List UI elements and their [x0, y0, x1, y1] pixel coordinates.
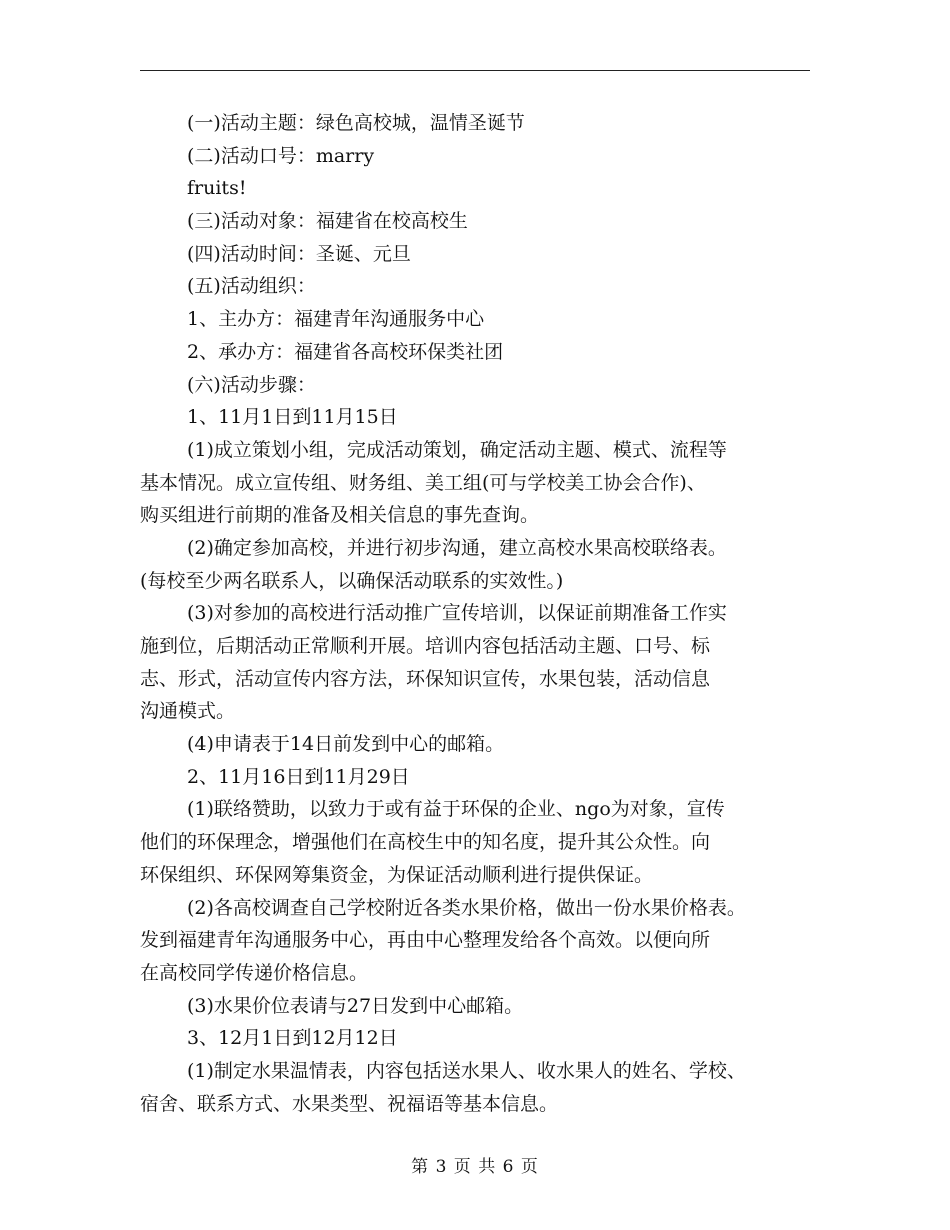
- text-line: 他们的环保理念，增强他们在高校生中的知名度，提升其公众性。向: [140, 831, 711, 854]
- header-rule: [140, 70, 810, 71]
- text-line: 环保组织、环保网筹集资金，为保证活动顺利进行提供保证。: [140, 863, 654, 886]
- text-line: (三)活动对象：福建省在校高校生: [187, 210, 468, 233]
- text-line: (五)活动组织：: [187, 275, 316, 298]
- text-line: (1)成立策划小组，完成活动策划，确定活动主题、模式、流程等: [187, 438, 727, 461]
- text-line: 宿舍、联系方式、水果类型、祝福语等基本信息。: [140, 1092, 559, 1115]
- text-line: (四)活动时间：圣诞、元旦: [187, 242, 411, 265]
- text-line: (2)确定参加高校，并进行初步沟通，建立高校水果高校联络表。: [187, 536, 727, 559]
- text-line: (4)申请表于14日前发到中心的邮箱。: [187, 733, 505, 756]
- text-line: (1)制定水果温情表，内容包括送水果人、收水果人的姓名、学校、: [187, 1059, 746, 1082]
- text-line: 2、承办方：福建省各高校环保类社团: [187, 340, 504, 363]
- text-line: 在高校同学传递价格信息。: [140, 961, 369, 984]
- document-body: [140, 107, 830, 1120]
- text-line: fruits!: [187, 177, 247, 200]
- text-line: (每校至少两名联系人，以确保活动联系的实效性。): [140, 569, 564, 592]
- text-line: (二)活动口号：marry: [187, 144, 375, 167]
- text-line: 发到福建青年沟通服务中心，再由中心整理发给各个高效。以便向所: [140, 929, 711, 952]
- text-line: (3)对参加的高校进行活动推广宣传培训，以保证前期准备工作实: [187, 602, 727, 625]
- text-line: 沟通模式。: [140, 700, 236, 723]
- page-footer: 第 3 页 共 6 页: [411, 1157, 539, 1177]
- text-line: 3、12月1日到12月12日: [187, 1027, 398, 1050]
- text-line: 志、形式，活动宣传内容方法，环保知识宣传，水果包装，活动信息: [140, 667, 711, 690]
- text-line: 购买组进行前期的准备及相关信息的事先查询。: [140, 504, 540, 527]
- text-line: 1、主办方：福建青年沟通服务中心: [187, 308, 485, 331]
- text-line: (1)联络赞助，以致力于或有益于环保的企业、ngo为对象，宣传: [187, 798, 725, 821]
- text-line: (3)水果价位表请与27日发到中心邮箱。: [187, 994, 524, 1017]
- text-line: 2、11月16日到11月29日: [187, 765, 410, 788]
- text-line: (2)各高校调查自己学校附近各类水果价格，做出一份水果价格表。: [187, 896, 746, 919]
- text-line: (六)活动步骤：: [187, 373, 316, 396]
- text-line: (一)活动主题：绿色高校城，温情圣诞节: [187, 112, 525, 134]
- text-line: 基本情况。成立宣传组、财务组、美工组(可与学校美工协会合作)、: [140, 471, 706, 494]
- text-line: 1、11月1日到11月15日: [187, 406, 398, 429]
- text-line: 施到位，后期活动正常顺利开展。培训内容包括活动主题、口号、标: [140, 635, 711, 657]
